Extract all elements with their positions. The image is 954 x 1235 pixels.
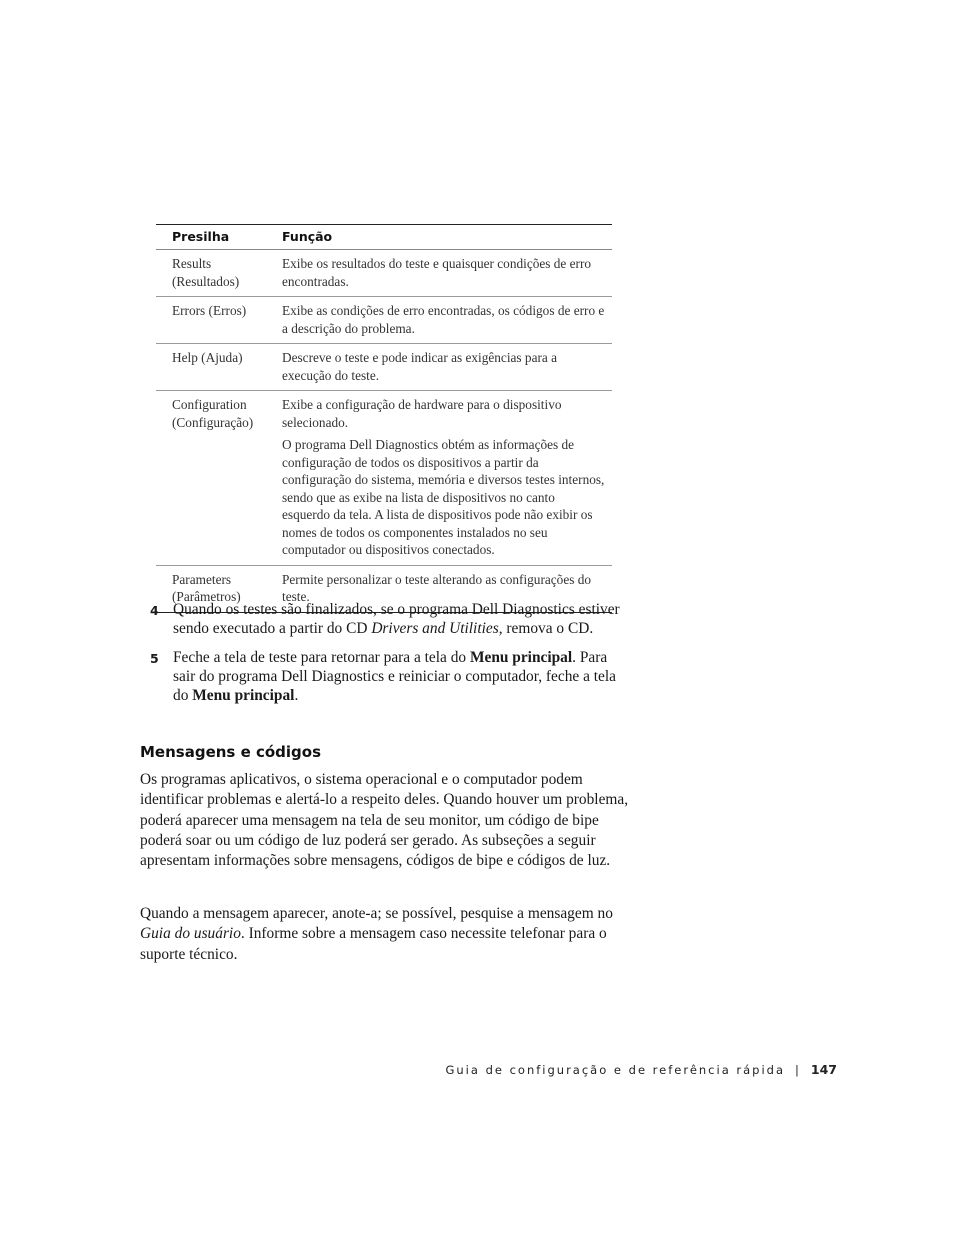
tab-name: Parameters (Parâmetros) [156,565,272,612]
tab-function-table [156,224,612,613]
tab-function: Permite personalizar o teste alterando as configurações do teste. [272,565,612,612]
step-number: 5 [150,651,159,666]
tab-name: Errors (Erros) [156,297,272,344]
tab-function: Exibe as condições de erro encontradas, os códigos de erro e a descrição do problema. [272,297,612,344]
footer-title: Guia de configuração e de referência rápida [445,1063,786,1077]
page-footer [445,1062,837,1077]
tab-name: Configuration (Configuração) [156,391,272,566]
section-heading: Mensagens e códigos [140,743,322,761]
tab-name: Help (Ajuda) [156,344,272,391]
table-row [156,391,612,566]
step-text: Feche a tela de teste para retornar para a tela do Menu principal. Para sair do programa Dell Diagnostics e reiniciar o computador, feche a tela do Menu principal. [173,649,616,704]
step-text: Quando os testes são finalizados, se o programa Dell Diagnostics estiver sendo executado a partir do CD Drivers and Utilities, remova o CD. [173,601,620,637]
page-number: 147 [810,1062,837,1077]
steps-list [150,600,630,715]
body-paragraph: Quando a mensagem aparecer, anote-a; se possível, pesquise a mensagem no Guia do usuário. Informe sobre a mensagem caso necessite telefonar para o suporte técnico. [140,905,613,963]
step-item [150,648,630,705]
tab-function: Exibe os resultados do teste e quaisquer condições de erro encontradas. [282,256,592,289]
header-funcao: Função [272,225,612,250]
tab-function-para: O programa Dell Diagnostics obtém as informações de configuração de todos os dispositivos a partir da configuração do sistema, memória e diversos testes internos, sendo que as exibe na lista de dispositivos no canto esquerdo da tela. A lista de dispositivos pode não exibir os nomes de todos os componentes instalados no seu computador ou dispositivos conectados. [282,437,605,557]
footer-separator: | [795,1063,799,1077]
step-number: 4 [150,603,159,618]
table-row [156,297,612,344]
table-row [156,344,612,391]
tab-function-para: Exibe a configuração de hardware para o dispositivo selecionado. [282,397,562,430]
tab-function [272,391,612,566]
tab-function: Descreve o teste e pode indicar as exigências para a execução do teste. [272,344,612,391]
tab-name: Results (Resultados) [172,256,240,289]
step-item [150,600,630,638]
body-paragraph: Os programas aplicativos, o sistema operacional e o computador podem identificar problemas e alertá-lo a respeito deles. Quando houver um problema, poderá aparecer uma mensagem na tela de seu monitor, um código de bipe poderá soar ou um código de luz poderá ser gerado. As subseções a seguir apresentam informações sobre mensagens, códigos de bipe e códigos de luz. [140,771,629,870]
table-row [156,250,612,297]
table-header-row [156,225,612,250]
header-presilha: Presilha [156,225,272,250]
